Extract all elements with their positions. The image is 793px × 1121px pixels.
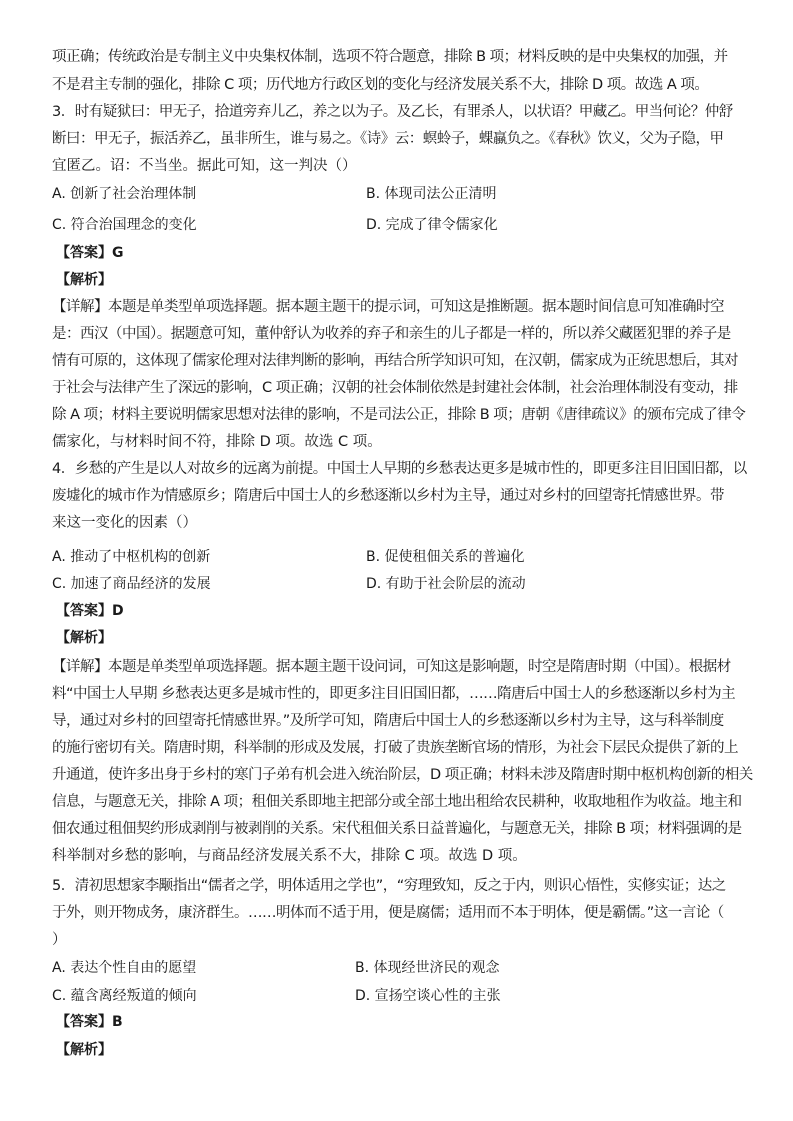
question-4-option-c: C. 加速了商品经济的发展 bbox=[52, 576, 211, 592]
question-5-analysis-label: 【解析】 bbox=[56, 1042, 112, 1058]
question-4-detail: 信息，与题意无关，排除 A 项；租佃关系即地主把部分或全部土地出租给农民耕种，收取地租作为收益。地主和 bbox=[52, 794, 742, 810]
question-5-answer: 【答案】B bbox=[56, 1014, 123, 1030]
question-4-stem: 来这一变化的因素（） bbox=[52, 515, 197, 531]
question-4-option-d: D. 有助于社会阶层的流动 bbox=[366, 576, 526, 592]
question-3-option-c: C. 符合治国理念的变化 bbox=[52, 217, 197, 233]
question-4-option-b: B. 促使租佃关系的普遍化 bbox=[366, 549, 525, 565]
question-5-stem: ） bbox=[52, 932, 67, 948]
question-3-detail: 于社会与法律产生了深远的影响，C 项正确；汉朝的社会体制依然是封建社会体制，社会治理体制没有变动，排 bbox=[52, 380, 738, 396]
question-5-option-a: A. 表达个性自由的愿望 bbox=[52, 960, 197, 976]
question-5-option-b: B. 体现经世济民的观念 bbox=[355, 960, 500, 976]
question-4-stem: 4．乡愁的产生是以人对故乡的远离为前提。中国士人早期的乡愁表达更多是城市性的，即更多注目旧国旧都，以 bbox=[52, 461, 747, 477]
question-3-analysis-label: 【解析】 bbox=[56, 272, 112, 288]
question-3-stem: 3．时有疑狱曰：甲无子，拾道旁弃儿乙，养之以为子。及乙长，有罪杀人，以状语？甲藏乙。甲当何论？仲舒 bbox=[52, 104, 733, 120]
question-3-detail: 【详解】本题是单类型单项选择题。据本题主题干的提示词，可知这是推断题。据本题时间信息可知准确时空 bbox=[52, 299, 724, 315]
intro-line: 项正确；传统政治是专制主义中央集权体制，选项不符合题意，排除 B 项；材料反映的是中央集权的加强，并 bbox=[52, 49, 728, 65]
question-4-detail: 佃农通过租佃契约形成剥削与被剥削的关系。宋代租佃关系日益普遍化，与题意无关，排除 B 项；材料强调的是 bbox=[52, 821, 742, 837]
question-4-option-a: A. 推动了中枢机构的创新 bbox=[52, 549, 211, 565]
question-3-detail: 除 A 项；材料主要说明儒家思想对法律的影响，不是司法公正，排除 B 项；唐朝《唐律疏议》的颁布完成了律令 bbox=[52, 407, 746, 423]
question-4-detail: 的施行密切有关。隋唐时期，科举制的形成及发展，打破了贵族垄断官场的情形，为社会下层民众提供了新的上 bbox=[52, 740, 738, 756]
question-4-detail: 料“中国士人早期 乡愁表达更多是城市性的，即更多注目旧国旧都，……隋唐后中国士人的乡愁逐渐以乡村为主 bbox=[52, 686, 736, 702]
question-3-stem: 断曰：甲无子，振活养乙，虽非所生，谁与易之。《诗》云：螟蛉子，蜾蠃负之。《春秋》饮义，父为子隐，甲 bbox=[52, 131, 724, 147]
question-3-option-d: D. 完成了律令儒家化 bbox=[366, 217, 498, 233]
question-5-stem: 于外，则开物成务，康济群生。……明体而不适于用，便是腐儒；适用而不本于明体，便是霸儒。”这一言论（ bbox=[52, 905, 724, 921]
question-3-option-a: A. 创新了社会治理体制 bbox=[52, 186, 197, 202]
question-4-stem: 废墟化的城市作为情感原乡；隋唐后中国士人的乡愁逐渐以乡村为主导，通过对乡村的回望寄托情感世界。带 bbox=[52, 488, 724, 504]
question-3-option-b: B. 体现司法公正清明 bbox=[366, 186, 497, 202]
question-4-detail: 【详解】本题是单类型单项选择题。据本题主题干设问词，可知这是影响题，时空是隋唐时期（中国）。根据材 bbox=[52, 659, 731, 675]
question-4-detail: 科举制对乡愁的影响，与商品经济发展关系不大，排除 C 项。故选 D 项。 bbox=[52, 848, 527, 864]
question-5-stem: 5．清初思想家李颙指出“儒者之学，明体适用之学也”，“穷理致知，反之于内，则识心悟性，实修实证；达之 bbox=[52, 878, 726, 894]
intro-line: 不是君主专制的强化，排除 C 项；历代地方行政区划的变化与经济发展关系不大，排除 D 项。故选 A 项。 bbox=[52, 77, 709, 93]
question-3-detail: 儒家化，与材料时间不符，排除 D 项。故选 C 项。 bbox=[52, 434, 382, 450]
question-4-detail: 升通道，使许多出身于乡村的寒门子弟有机会进入统治阶层，D 项正确；材料未涉及隋唐时期中枢机构创新的相关 bbox=[52, 767, 753, 783]
question-3-detail: 情有可原的，这体现了儒家伦理对法律判断的影响，再结合所学知识可知，在汉朝，儒家成为正统思想后，其对 bbox=[52, 353, 738, 369]
question-3-stem: 宜匿乙。诏：不当坐。据此可知，这一判决（） bbox=[52, 158, 357, 174]
question-5-option-c: C. 蕴含离经叛道的倾向 bbox=[52, 988, 197, 1004]
question-4-detail: 导，通过对乡村的回望寄托情感世界。”及所学可知，隋唐后中国士人的乡愁逐渐以乡村为主导，这与科举制度 bbox=[52, 713, 724, 729]
question-4-analysis-label: 【解析】 bbox=[56, 630, 112, 646]
question-3-detail: 是：西汉（中国）。据题意可知，董仲舒认为收养的弃子和亲生的儿子都是一样的，所以养父藏匿犯罪的养子是 bbox=[52, 326, 731, 342]
question-5-option-d: D. 宣扬空谈心性的主张 bbox=[355, 988, 501, 1004]
question-3-answer: 【答案】G bbox=[56, 245, 124, 261]
question-4-answer: 【答案】D bbox=[56, 603, 124, 619]
